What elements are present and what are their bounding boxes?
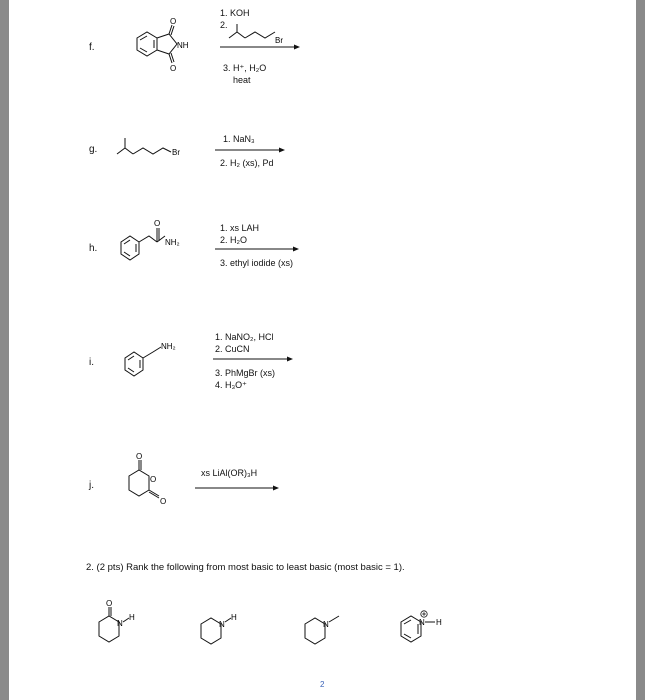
question-2-text: 2. (2 pts) Rank the following from most basic to least basic (most basic = 1). <box>86 562 405 573</box>
atom-nh: NH <box>177 41 189 50</box>
problem-g-arrow <box>215 146 285 154</box>
problem-j-conditions-above <box>201 467 257 479</box>
problem-h-conditions-above <box>220 222 259 246</box>
lactam-structure <box>91 600 151 660</box>
atom-o-bottom: O <box>170 64 177 73</box>
problem-h-arrow <box>215 245 299 253</box>
atom-h: H <box>231 613 237 622</box>
problem-i-conditions-above <box>215 331 274 355</box>
atom-nh2: NH₂ <box>161 342 176 351</box>
problem-f-conditions-below <box>223 62 266 86</box>
problem-f-arrow <box>220 43 300 51</box>
benzylamine-structure <box>121 338 201 388</box>
atom-h: H <box>129 613 135 622</box>
atom-n: N <box>219 620 225 629</box>
alkyl-bromide-structure <box>115 130 195 160</box>
condition-line: 3. PhMgBr (xs) <box>215 368 276 378</box>
atom-o: O <box>154 219 161 228</box>
atom-nh2: NH₂ <box>165 238 180 247</box>
problem-h-conditions-below <box>220 257 293 269</box>
atom-o-ring: O <box>150 475 157 484</box>
condition-line: 2. H₂O <box>220 235 247 245</box>
atom-br: Br <box>172 148 180 157</box>
condition-line: 1. NaN₃ <box>223 134 255 144</box>
problem-f-label: f. <box>89 42 95 53</box>
atom-o-top: O <box>136 452 143 461</box>
condition-line: xs LiAl(OR)₃H <box>201 468 258 478</box>
problem-i-label: i. <box>89 357 94 368</box>
condition-line: 2. CuCN <box>215 344 250 354</box>
condition-line: heat <box>233 75 251 85</box>
condition-line: 3. ethyl iodide (xs) <box>220 258 294 268</box>
n-methylpiperidine-structure <box>299 612 359 662</box>
atom-o-bottom: O <box>160 497 167 506</box>
document-page <box>9 0 636 700</box>
atom-o: O <box>106 599 113 608</box>
condition-line: 2. H₂ (xs), Pd <box>220 158 274 168</box>
problem-i-arrow <box>213 355 293 363</box>
atom-o-top: O <box>170 17 177 26</box>
pyridinium-structure <box>395 606 465 656</box>
condition-line: 1. NaNO₂, HCl <box>215 332 274 342</box>
phthalimide-structure <box>127 18 197 78</box>
amide-structure <box>117 212 197 272</box>
condition-line: 3. H⁺, H₂O <box>223 63 267 73</box>
atom-n: N <box>323 620 329 629</box>
atom-br: Br <box>275 36 283 45</box>
lactone-ketone-structure <box>117 452 187 522</box>
atom-h: H <box>436 618 442 627</box>
problem-g-conditions-above <box>223 133 255 145</box>
condition-line: 2. <box>220 20 228 30</box>
condition-line: 1. KOH <box>220 8 250 18</box>
condition-line: 1. xs LAH <box>220 223 260 233</box>
problem-h-label: h. <box>89 243 98 254</box>
piperidine-structure <box>195 612 255 662</box>
condition-line: 4. H₃O⁺ <box>215 380 247 390</box>
problem-g-conditions-below <box>220 157 274 169</box>
problem-j-label: j. <box>89 480 94 491</box>
problem-g-label: g. <box>89 144 98 155</box>
atom-n: N <box>419 618 425 627</box>
problem-i-conditions-below <box>215 367 275 391</box>
problem-j-arrow <box>195 484 279 492</box>
atom-n: N <box>117 619 123 628</box>
page-number: 2 <box>320 680 325 689</box>
